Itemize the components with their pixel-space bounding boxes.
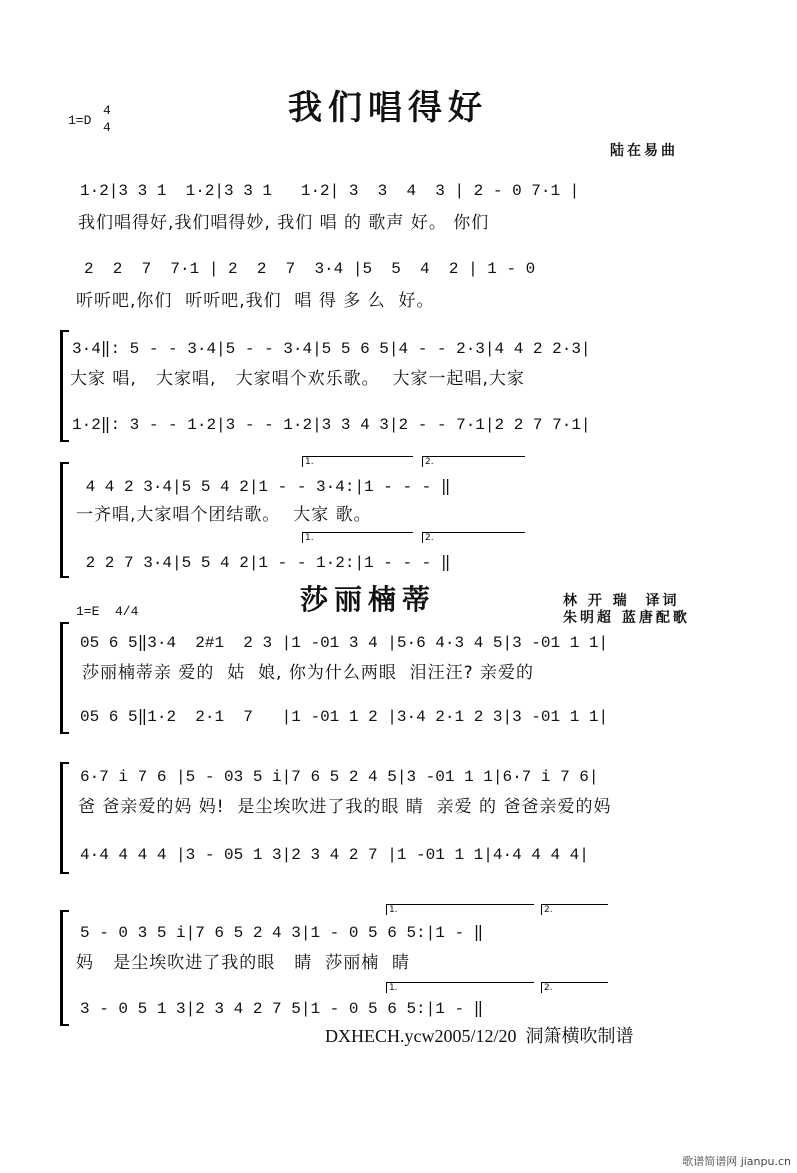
song2-notes-line4: 4·4 4 4 4 |3 - 05 1 3|2 3 4 2 7 |1 -01 1 1|4·4 4 4 4| bbox=[80, 846, 589, 864]
system-bracket bbox=[60, 622, 69, 734]
volta-1: 1. bbox=[386, 982, 534, 993]
song1-composer: 陆在易曲 bbox=[610, 143, 678, 159]
song1-notes-line2: 2 2 7 7·1 | 2 2 7 3·4 |5 5 4 2 | 1 - 0 bbox=[84, 260, 536, 278]
system-bracket bbox=[60, 910, 69, 1026]
song1-notes-line1: 1·2|3 3 1 1·2|3 3 1 1·2| 3 3 4 3 | 2 - 0 7·1 | bbox=[80, 182, 580, 200]
song2-notes-line5: 5 - 0 3 5 i|7 6 5 2 4 3|1 - 0 5 6 5:|1 - ‖ bbox=[80, 924, 484, 942]
volta-2: 2. bbox=[422, 456, 525, 467]
system-bracket bbox=[60, 330, 69, 442]
song2-title: 莎丽楠蒂 bbox=[300, 583, 437, 616]
song2-credit-arranger: 朱明超 蓝唐配歌 bbox=[563, 610, 690, 626]
song2-lyrics-line3: 爸 爸亲爱的妈 妈! 是尘埃吹进了我的眼 睛 亲爱 的 爸爸亲爱的妈 bbox=[78, 797, 612, 817]
song1-notes-line3: 3·4‖: 5 - - 3·4|5 - - 3·4|5 5 6 5|4 - - 2·3|4 4 2 2·3| bbox=[72, 340, 591, 358]
system-bracket bbox=[60, 462, 69, 578]
song2-notes-line2: 05 6 5‖1·2 2·1 7 |1 -01 1 2 |3·4 2·1 2 3|3 -01 1 1| bbox=[80, 708, 609, 726]
song1-lyrics-line2: 听听吧,你们 听听吧,我们 唱 得 多 么 好。 bbox=[76, 291, 435, 311]
song2-credit-lyrics: 林 开 瑞 译词 bbox=[563, 593, 680, 609]
volta-1: 1. bbox=[302, 532, 413, 543]
song1-lyrics-line1: 我们唱得好,我们唱得妙, 我们 唱 的 歌声 好。 你们 bbox=[78, 213, 490, 233]
song2-notes-line6: 3 - 0 5 1 3|2 3 4 2 7 5|1 - 0 5 6 5:|1 - ‖ bbox=[80, 1000, 484, 1018]
song1-key: 1=D bbox=[68, 113, 92, 128]
footer-credit: DXHECH.ycw2005/12/20 洞箫横吹制谱 bbox=[325, 1026, 634, 1046]
song2-key: 1=E 4/4 bbox=[76, 604, 139, 619]
volta-1: 1. bbox=[386, 904, 534, 915]
volta-2: 2. bbox=[422, 532, 525, 543]
song1-lyrics-line5: 一齐唱,大家唱个团结歌。 大家 歌。 bbox=[76, 505, 372, 525]
watermark: 歌谱简谱网 jianpu.cn bbox=[682, 1155, 791, 1168]
song2-lyrics-line1: 莎丽楠蒂亲 爱的 姑 娘, 你为什么两眼 泪汪汪? 亲爱的 bbox=[82, 663, 535, 683]
system-bracket bbox=[60, 762, 69, 874]
song1-time-bottom: 4 bbox=[103, 120, 111, 135]
song2-lyrics-line5: 妈 是尘埃吹进了我的眼 睛 莎丽楠 睛 bbox=[76, 953, 411, 973]
song2-notes-line1: 05 6 5‖3·4 2#1 2 3 |1 -01 3 4 |5·6 4·3 4 5|3 -01 1 1| bbox=[80, 634, 609, 652]
song1-time-top: 4 bbox=[103, 103, 111, 118]
song1-lyrics-line3: 大家 唱, 大家唱, 大家唱个欢乐歌。 大家一起唱,大家 bbox=[70, 369, 525, 389]
volta-1: 1. bbox=[302, 456, 413, 467]
song1-notes-line4: 1·2‖: 3 - - 1·2|3 - - 1·2|3 3 4 3|2 - - 7·1|2 2 7 7·1| bbox=[72, 416, 591, 434]
song1-notes-line5: 4 4 2 3·4|5 5 4 2|1 - - 3·4:|1 - - - ‖ bbox=[76, 478, 451, 496]
song1-title: 我们唱得好 bbox=[288, 88, 488, 128]
volta-2: 2. bbox=[541, 904, 608, 915]
volta-2: 2. bbox=[541, 982, 608, 993]
song2-notes-line3: 6·7 i 7 6 |5 - 03 5 i|7 6 5 2 4 5|3 -01 1 1|6·7 i 7 6| bbox=[80, 768, 599, 786]
song1-notes-line6: 2 2 7 3·4|5 5 4 2|1 - - 1·2:|1 - - - ‖ bbox=[76, 554, 451, 572]
